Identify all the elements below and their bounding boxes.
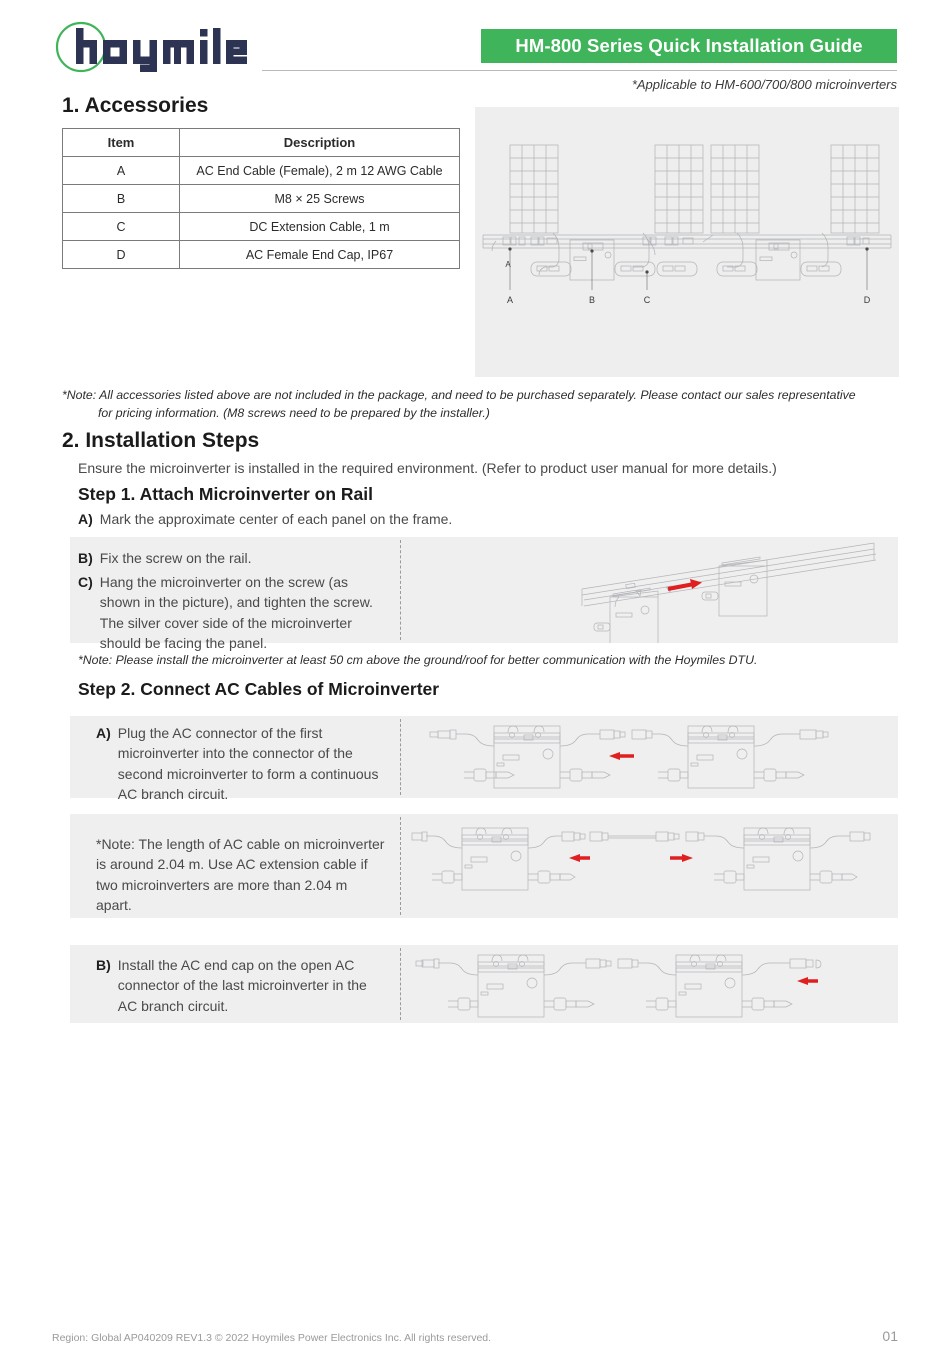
accessories-table	[62, 128, 460, 269]
accessory-label-b: B	[588, 295, 596, 305]
step-1-item-c-label: C)	[78, 574, 93, 590]
step-1-note: *Note: Please install the microinverter at least 50 cm above the ground/roof for better communication with the Hoymiles DTU.	[78, 653, 758, 667]
microinverter-1	[462, 828, 528, 890]
footer-copyright: Region: Global AP040209 REV1.3 © 2022 Hoymiles Power Electronics Inc. All rights reserved.	[52, 1332, 492, 1344]
table-cell-item: A	[63, 157, 180, 185]
microinverter-1	[478, 955, 544, 1017]
accessory-label-a: A	[506, 295, 514, 305]
step-1-heading: Step 1. Attach Microinverter on Rail	[78, 484, 373, 504]
accessory-label-c: C	[643, 295, 651, 305]
table-row	[63, 241, 460, 269]
accessories-diagram-svg	[475, 107, 899, 377]
microinverter-1	[494, 726, 560, 788]
hoymiles-logo	[52, 20, 252, 75]
ac-cable-left	[412, 832, 462, 848]
connect-arrow-left-icon	[569, 854, 590, 862]
step-1-diagram	[404, 537, 898, 643]
table-row	[63, 213, 460, 241]
microinverter-mounted	[594, 588, 658, 643]
microinverter-2	[744, 828, 810, 890]
step-1-item-c-text: Hang the microinverter on the screw (as shown in the picture), and tighten the screw. The silver cover side of the microinverter should be facing the panel.	[99, 574, 373, 651]
step-2-divider-note	[400, 817, 401, 915]
ac-cable-mid	[544, 959, 676, 975]
step-2-diagram-a	[404, 716, 898, 798]
applicable-note: *Applicable to HM-600/700/800 microinverters	[631, 77, 897, 92]
ac-cable-left	[430, 730, 494, 746]
table-cell-item: D	[63, 241, 180, 269]
callout-dots	[508, 247, 868, 273]
table-cell-description: AC End Cable (Female), 2 m 12 AWG Cable	[180, 157, 460, 185]
section-2-heading: 2. Installation Steps	[62, 429, 260, 452]
step-1-item-a-text: Mark the approximate center of each panel on the frame.	[99, 511, 453, 527]
step-2-item-b-label: B)	[96, 957, 111, 973]
microinverter-attaching	[702, 557, 767, 616]
section-2-intro: Ensure the microinverter is installed in the required environment. (Refer to product user manual for more details.)	[78, 460, 777, 476]
step-2-diagram-a-svg	[404, 716, 898, 798]
accessories-diagram	[475, 107, 899, 377]
dc-connectors	[464, 769, 804, 781]
step-1-divider	[400, 540, 401, 640]
step-2-item-b-text: Install the AC end cap on the open AC connector of the last microinverter in the AC branch circuit.	[117, 957, 367, 1014]
accessory-label-d: D	[863, 295, 871, 305]
ac-cable-right	[810, 832, 870, 848]
header-divider-rule	[262, 70, 897, 71]
step-2-diagram-note	[404, 814, 898, 918]
step-1-item-a-label: A)	[78, 511, 93, 527]
step-2-item-a-label: A)	[96, 725, 111, 741]
microinverter-2	[688, 726, 754, 788]
step-2-item-a-text: Plug the AC connector of the first microinverter into the connector of the second microinverter to form a continuous AC branch circuit.	[117, 725, 379, 802]
step-2-diagram-b	[404, 945, 898, 1023]
step-2-diagram-b-svg	[404, 945, 898, 1023]
guide-title: HM-800 Series Quick Installation Guide	[515, 35, 863, 56]
page-header	[0, 0, 950, 95]
end-cap-arrow-icon	[797, 977, 818, 985]
ac-end-cap	[742, 959, 821, 975]
microinverter-2	[676, 955, 742, 1017]
table-cell-description: AC Female End Cap, IP67	[180, 241, 460, 269]
step-2-heading: Step 2. Connect AC Cables of Microinverter	[78, 679, 440, 699]
table-cell-description: M8 × 25 Screws	[180, 185, 460, 213]
callout-leaders	[510, 249, 867, 290]
table-header-row	[63, 129, 460, 157]
ac-cable-mid	[560, 730, 688, 746]
table-cell-item: C	[63, 213, 180, 241]
step-2-item-b	[96, 955, 388, 1016]
connect-arrow-icon	[609, 752, 634, 760]
accessory-inline-label-a: A	[505, 260, 511, 269]
step-1-item-b-text: Fix the screw on the rail.	[99, 550, 252, 566]
dc-connectors	[432, 871, 857, 883]
step-2-divider-b	[400, 948, 401, 1020]
step-2-note-text: *Note: The length of AC cable on microinverter is around 2.04 m. Use AC extension cable if two microinverters are more than 2.04 m apart.	[96, 836, 385, 913]
footer-page-number: 01	[882, 1328, 898, 1344]
accessories-note	[62, 387, 902, 423]
accessories-note-line2: for pricing information. (M8 screws need to be prepared by the installer.)	[98, 405, 490, 420]
table-cell-description: DC Extension Cable, 1 m	[180, 213, 460, 241]
solar-panel-group	[510, 145, 879, 233]
microinverter-body	[570, 240, 800, 280]
connect-arrow-right-icon	[670, 854, 693, 862]
step-2-diagram-note-svg	[404, 814, 898, 918]
table-cell-item: B	[63, 185, 180, 213]
table-row	[63, 157, 460, 185]
rail-perspective	[582, 543, 876, 606]
step-1-item-a	[78, 509, 458, 529]
section-1-heading: 1. Accessories	[62, 94, 209, 117]
table-header-description: Description	[180, 129, 460, 157]
guide-title-banner	[481, 29, 897, 63]
dc-connectors	[448, 998, 792, 1010]
ac-cable-right	[754, 730, 828, 746]
ac-cable-left	[416, 959, 478, 975]
step-2-divider-a	[400, 719, 401, 795]
step-1-item-c	[78, 572, 390, 653]
dc-extension-cable	[528, 832, 744, 848]
step-1-item-b	[78, 548, 388, 568]
table-row	[63, 185, 460, 213]
step-1-diagram-svg	[404, 537, 898, 643]
step-2-item-a	[96, 723, 388, 804]
table-header-item: Item	[63, 129, 180, 157]
accessories-note-line1: *Note: All accessories listed above are not included in the package, and need to be purchased separately. Please contact our sales representative	[62, 388, 856, 402]
step-1-item-b-label: B)	[78, 550, 93, 566]
dc-connector-cluster	[531, 262, 841, 276]
hoymiles-logo-icon	[52, 20, 252, 75]
